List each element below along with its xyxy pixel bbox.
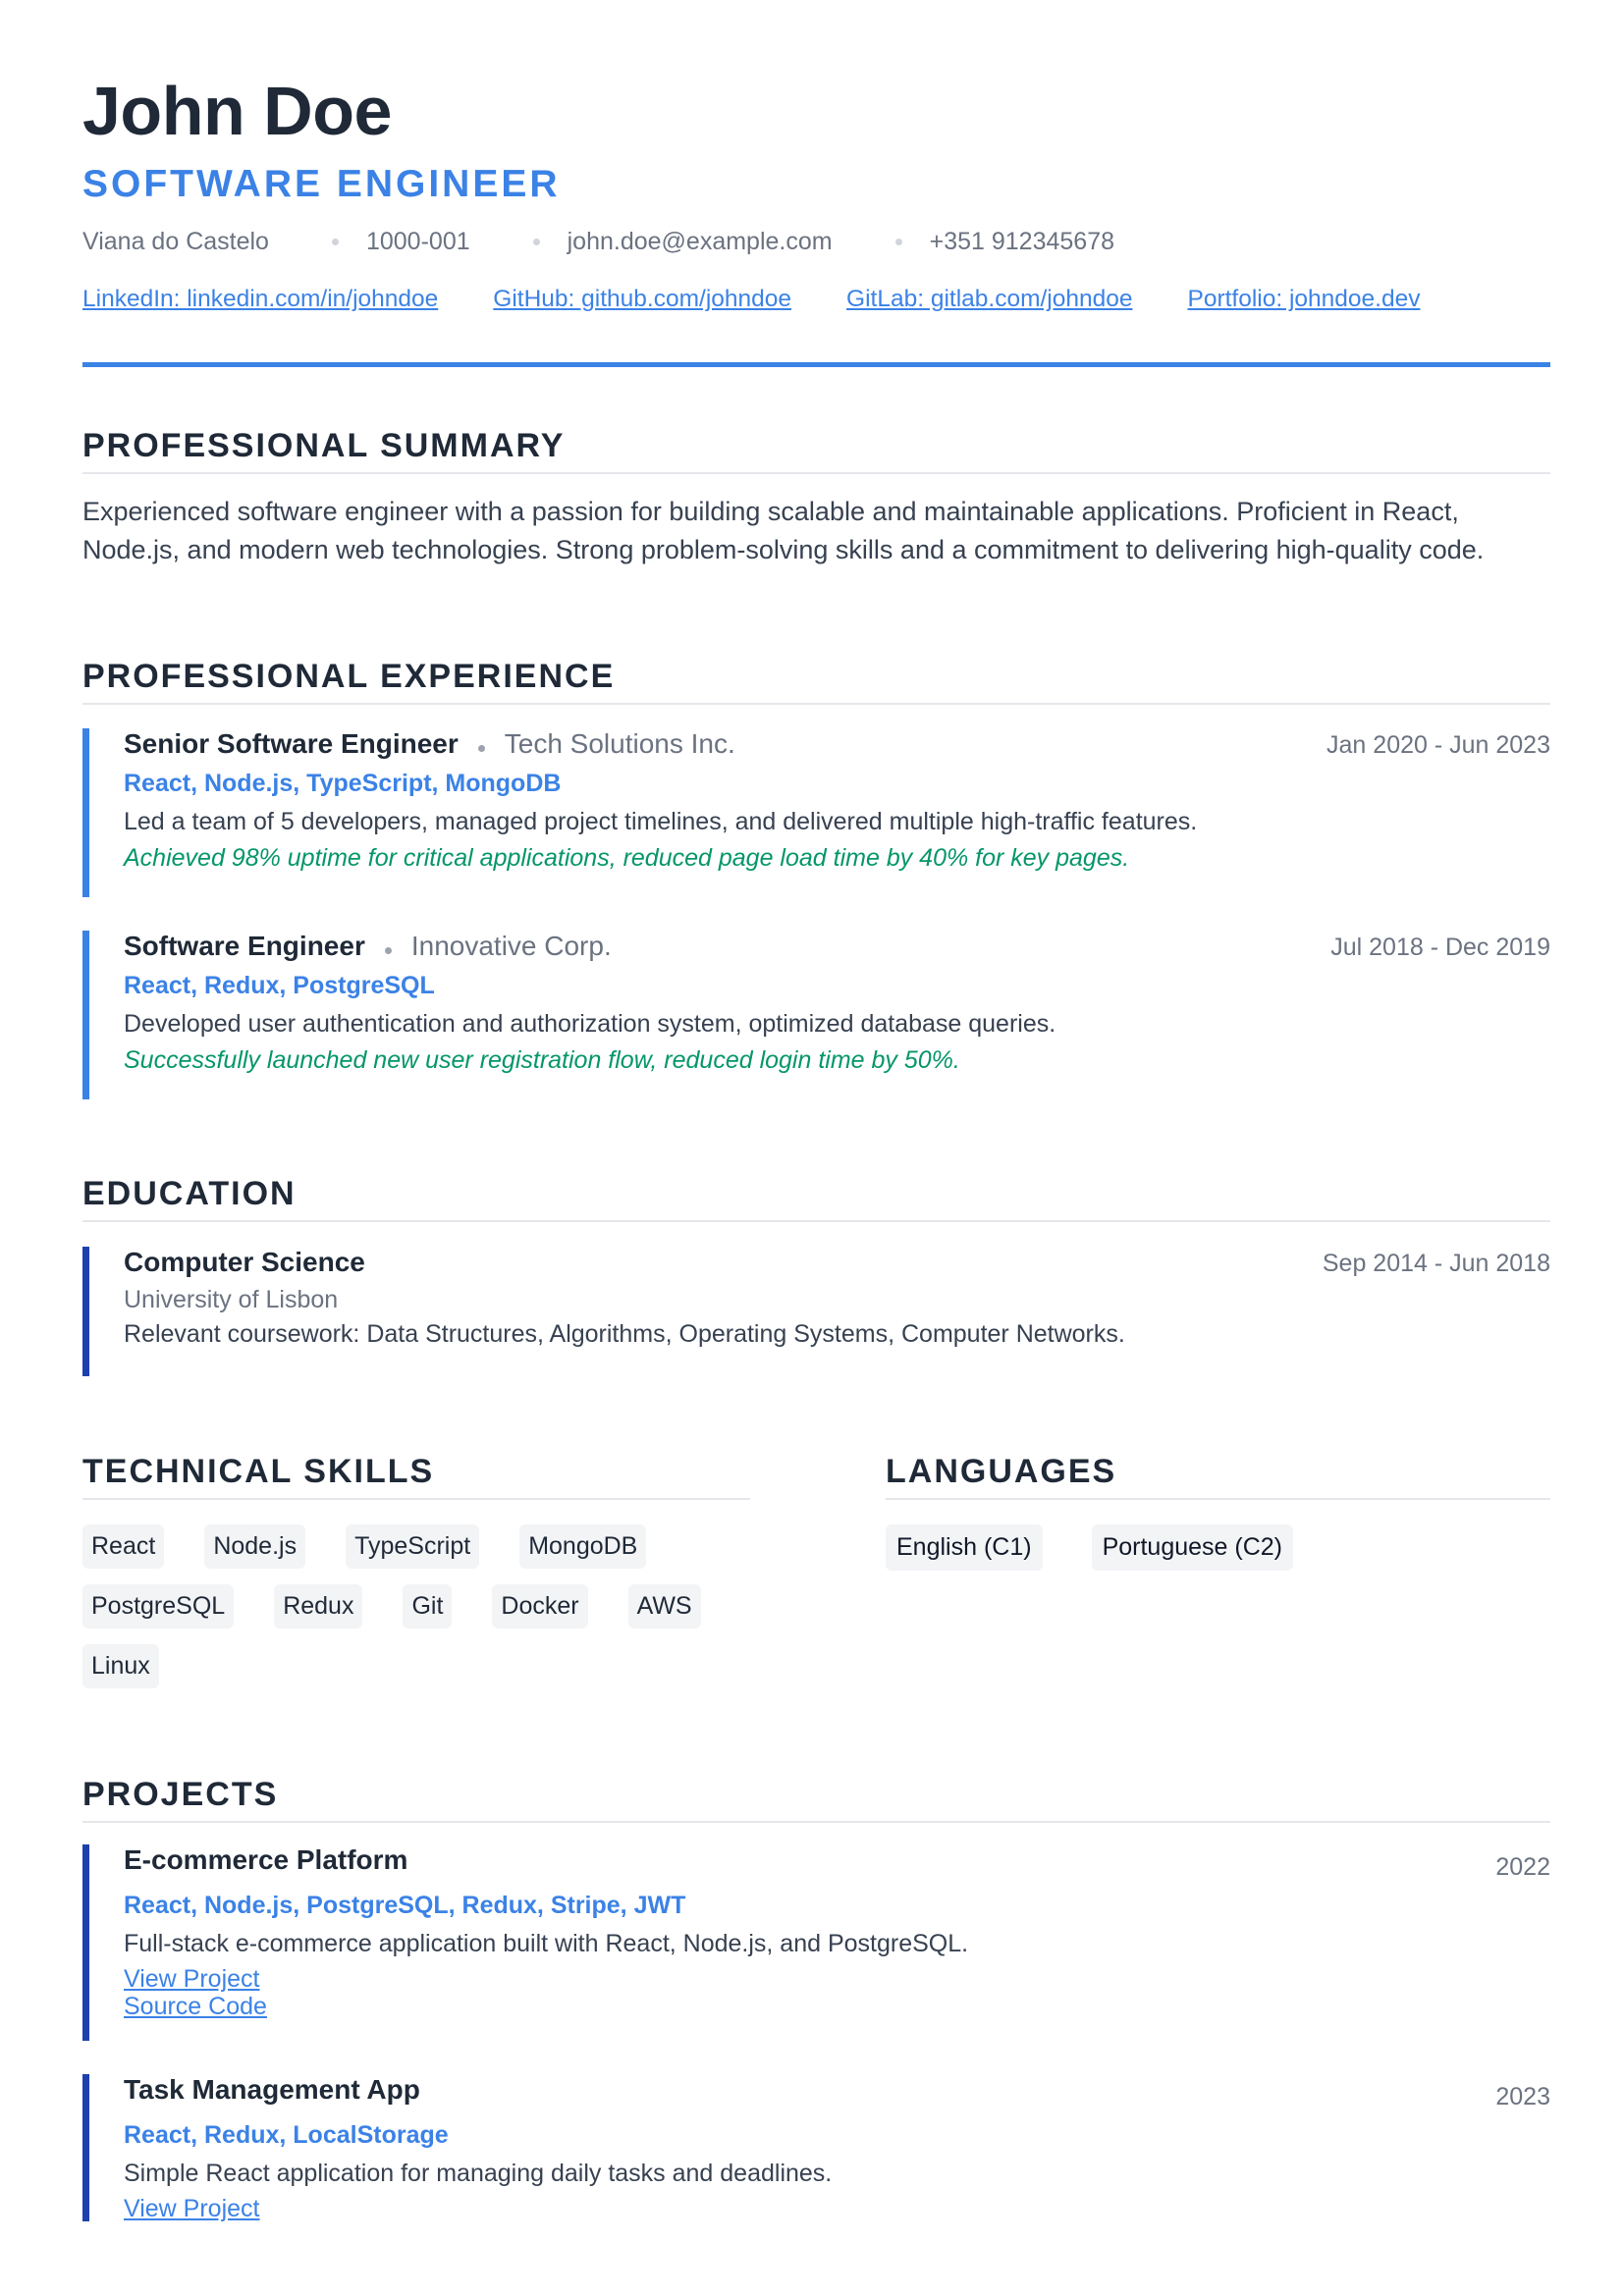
github-link[interactable]: GitHub: github.com/johndoe bbox=[493, 286, 792, 312]
summary-heading: PROFESSIONAL SUMMARY bbox=[82, 427, 566, 464]
experience-header bbox=[124, 931, 1550, 962]
experience-entry bbox=[82, 728, 1550, 897]
education-school: University of Lisbon bbox=[124, 1286, 339, 1313]
contact-postal-code: 1000-001 bbox=[365, 228, 470, 255]
project-tech: React, Node.js, PostgreSQL, Redux, Stripe, JWT bbox=[124, 1892, 686, 1919]
contact-row bbox=[82, 230, 1114, 254]
header-divider bbox=[82, 362, 1550, 367]
project-year: 2022 bbox=[1495, 1853, 1550, 1881]
experience-tech: React, Redux, PostgreSQL bbox=[124, 972, 435, 999]
skill-tag: Git bbox=[403, 1584, 452, 1629]
section-divider bbox=[82, 1821, 1550, 1823]
contact-location: Viana do Castelo bbox=[82, 228, 269, 255]
skill-tag: Node.js bbox=[204, 1524, 305, 1569]
projects-heading: PROJECTS bbox=[82, 1776, 279, 1813]
project-name: Task Management App bbox=[124, 2074, 420, 2105]
section-divider bbox=[82, 472, 1550, 474]
education-entry bbox=[82, 1247, 1550, 1376]
language-tag: English (C1) bbox=[886, 1524, 1043, 1571]
skills-list bbox=[82, 1524, 770, 1688]
contact-phone: +351 912345678 bbox=[929, 228, 1115, 255]
languages-heading: LANGUAGES bbox=[886, 1453, 1117, 1490]
education-degree: Computer Science bbox=[124, 1247, 365, 1277]
section-divider bbox=[82, 1220, 1550, 1222]
experience-role: Software Engineer bbox=[124, 931, 365, 961]
summary-text: Experienced software engineer with a passion for building scalable and maintainable applications. Proficient in React, Node.js, and modern web technologies. Strong problem-solving skills and a commitment to delivering high-quality code. bbox=[82, 497, 1485, 564]
candidate-title: SOFTWARE ENGINEER bbox=[82, 163, 561, 205]
view-project-link[interactable]: View Project bbox=[124, 1965, 260, 1993]
section-divider bbox=[82, 703, 1550, 705]
project-entry bbox=[82, 2074, 1550, 2221]
experience-role: Senior Software Engineer bbox=[124, 728, 459, 759]
skill-tag: Docker bbox=[492, 1584, 587, 1629]
profile-links bbox=[82, 288, 1475, 312]
experience-entry bbox=[82, 931, 1550, 1099]
education-coursework: Relevant coursework: Data Structures, Algorithms, Operating Systems, Computer Networks. bbox=[124, 1320, 1125, 1348]
skill-tag: React bbox=[82, 1524, 164, 1569]
separator-dot bbox=[895, 239, 902, 245]
gitlab-link[interactable]: GitLab: gitlab.com/johndoe bbox=[846, 286, 1133, 312]
skill-tag: Redux bbox=[274, 1584, 362, 1629]
separator-dot bbox=[385, 947, 392, 954]
source-code-link[interactable]: Source Code bbox=[124, 1992, 267, 2020]
skill-tag: MongoDB bbox=[519, 1524, 646, 1569]
languages-list bbox=[886, 1524, 1293, 1571]
skills-heading: TECHNICAL SKILLS bbox=[82, 1453, 435, 1490]
experience-heading: PROFESSIONAL EXPERIENCE bbox=[82, 658, 616, 695]
section-divider bbox=[886, 1498, 1550, 1500]
project-description: Full-stack e-commerce application built with React, Node.js, and PostgreSQL. bbox=[124, 1930, 969, 1957]
project-description: Simple React application for managing daily tasks and deadlines. bbox=[124, 2160, 833, 2187]
experience-company: Tech Solutions Inc. bbox=[504, 728, 735, 759]
skill-tag: PostgreSQL bbox=[82, 1584, 234, 1629]
project-header bbox=[124, 1844, 1550, 1881]
portfolio-link[interactable]: Portfolio: johndoe.dev bbox=[1187, 286, 1421, 312]
experience-company: Innovative Corp. bbox=[410, 931, 612, 961]
project-name: E-commerce Platform bbox=[124, 1844, 408, 1875]
education-header bbox=[124, 1247, 1550, 1278]
experience-achievement: Achieved 98% uptime for critical applications, reduced page load time by 40% for key pages. bbox=[124, 844, 1130, 872]
separator-dot bbox=[533, 239, 540, 245]
separator-dot bbox=[332, 239, 339, 245]
experience-tech: React, Node.js, TypeScript, MongoDB bbox=[124, 770, 562, 797]
experience-header bbox=[124, 728, 1550, 760]
section-divider bbox=[82, 1498, 750, 1500]
experience-dates: Jan 2020 - Jun 2023 bbox=[1326, 731, 1550, 759]
project-entry bbox=[82, 1844, 1550, 2041]
skill-tag: Linux bbox=[82, 1644, 159, 1688]
separator-dot bbox=[478, 745, 485, 752]
language-tag: Portuguese (C2) bbox=[1092, 1524, 1293, 1571]
view-project-link[interactable]: View Project bbox=[124, 2195, 260, 2222]
contact-email: john.doe@example.com bbox=[567, 228, 833, 255]
candidate-name: John Doe bbox=[82, 73, 392, 149]
skill-tag: AWS bbox=[628, 1584, 701, 1629]
linkedin-link[interactable]: LinkedIn: linkedin.com/in/johndoe bbox=[82, 286, 439, 312]
project-year: 2023 bbox=[1495, 2083, 1550, 2110]
experience-description: Developed user authentication and authorization system, optimized database queries. bbox=[124, 1010, 1056, 1038]
project-header bbox=[124, 2074, 1550, 2110]
experience-dates: Jul 2018 - Dec 2019 bbox=[1330, 934, 1550, 961]
education-heading: EDUCATION bbox=[82, 1175, 297, 1212]
experience-description: Led a team of 5 developers, managed project timelines, and delivered multiple high-traffic features. bbox=[124, 808, 1198, 835]
project-tech: React, Redux, LocalStorage bbox=[124, 2121, 449, 2149]
experience-achievement: Successfully launched new user registration flow, reduced login time by 50%. bbox=[124, 1046, 960, 1074]
skill-tag: TypeScript bbox=[346, 1524, 479, 1569]
education-dates: Sep 2014 - Jun 2018 bbox=[1322, 1250, 1550, 1277]
